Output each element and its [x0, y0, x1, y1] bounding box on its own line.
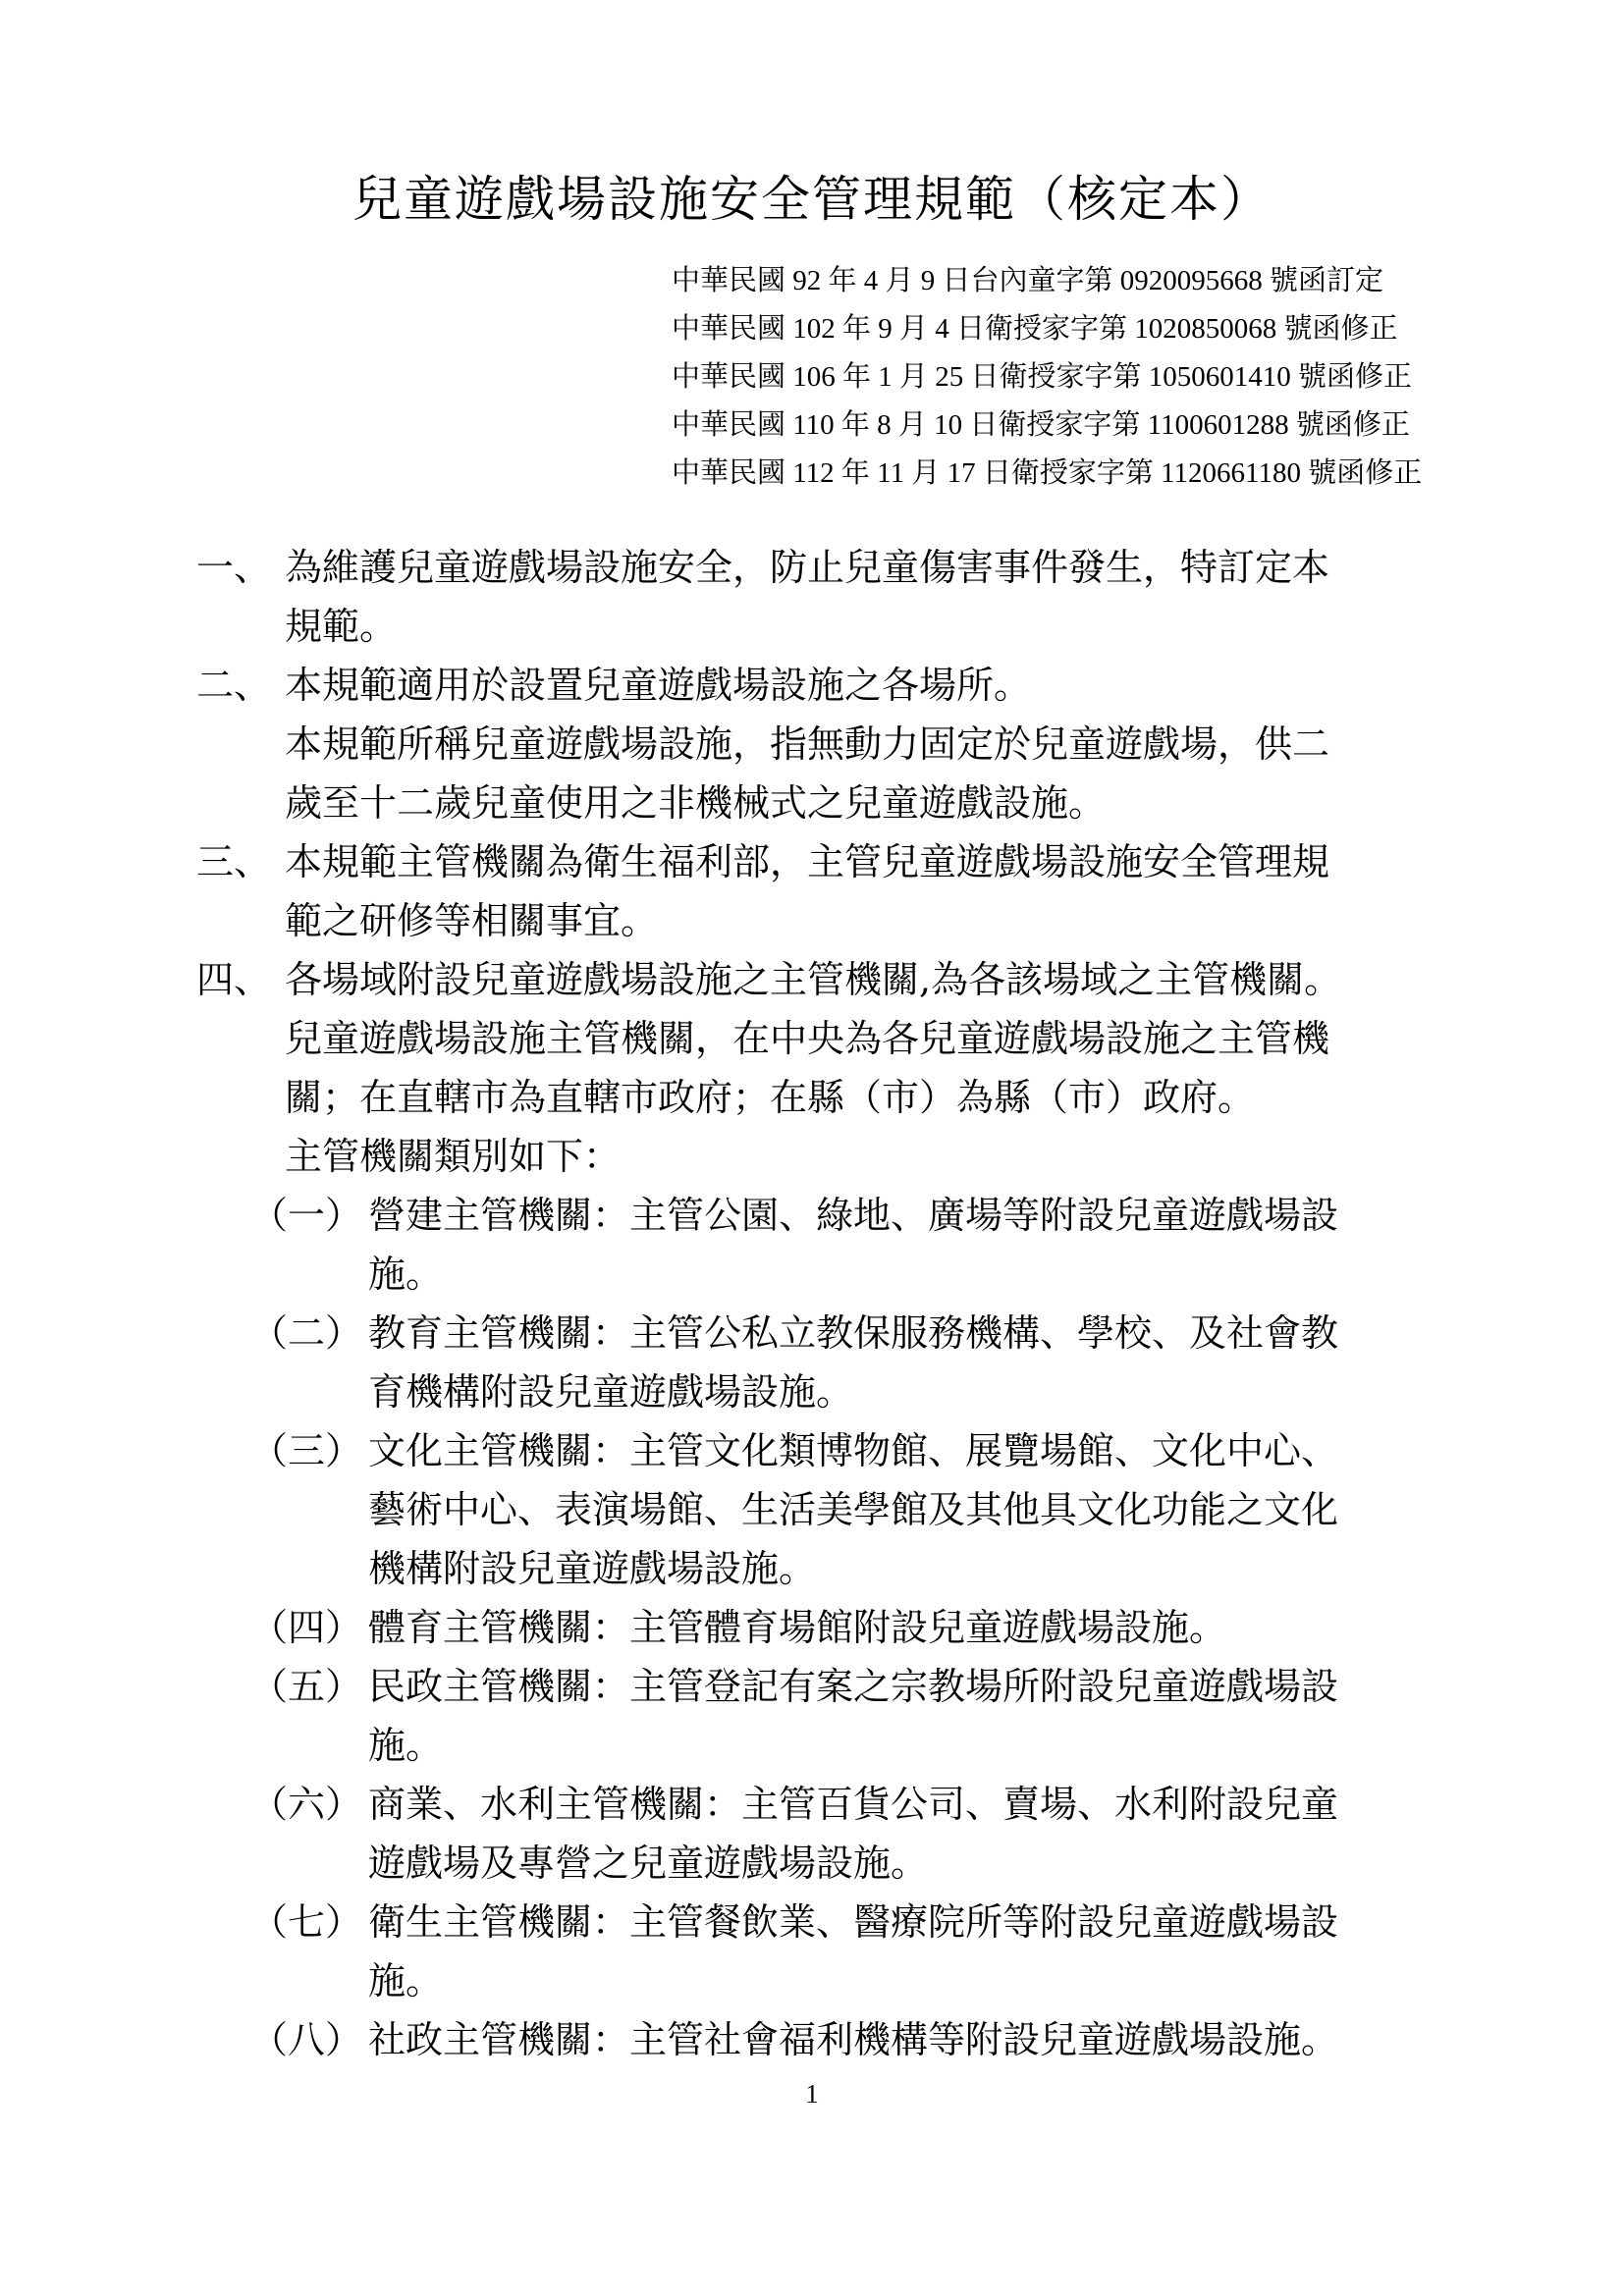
amendment-line: 中華民國 102 年 9 月 4 日衛授家字第 1020850068 號函修正 — [672, 313, 1398, 345]
article-number: 一、 — [196, 546, 272, 589]
list-item-text-line: 藝術中心、表演場館、生活美學館及其他具文化功能之文化 — [368, 1488, 1339, 1531]
list-item-text-line: 民政主管機關：主管登記有案之宗教場所附設兒童遊戲場設 — [368, 1665, 1339, 1708]
article-number: 二、 — [196, 664, 272, 707]
paragraph-text-line: 關；在直轄市為直轄市政府；在縣（市）為縣（市）政府。 — [285, 1076, 1256, 1119]
article-text-line: 範之研修等相關事宜。 — [285, 899, 659, 942]
list-item-number: （五） — [250, 1665, 363, 1708]
paragraph-text-line: 歲至十二歲兒童使用之非機械式之兒童遊戲設施。 — [285, 781, 1107, 825]
paragraph-text-line: 兒童遊戲場設施主管機關，在中央為各兒童遊戲場設施之主管機 — [285, 1017, 1330, 1060]
list-item — [196, 1893, 1502, 2010]
list-item-number: （六） — [250, 1783, 363, 1826]
document-title: 兒童遊戲場設施安全管理規範（核定本） — [352, 171, 1272, 228]
article-text-line: 本規範主管機關為衛生福利部，主管兒童遊戲場設施安全管理規 — [285, 840, 1330, 883]
list-item-number: （四） — [250, 1606, 363, 1649]
article-text-line: 規範。 — [285, 605, 398, 648]
article — [196, 538, 1502, 656]
list-item — [196, 1304, 1502, 1421]
list-item — [196, 2010, 1502, 2069]
article-text-line: 本規範適用於設置兒童遊戲場設施之各場所。 — [285, 664, 1032, 707]
list-item — [196, 1775, 1502, 1893]
article-text-line: 為維護兒童遊戲場設施安全，防止兒童傷害事件發生，特訂定本 — [285, 546, 1330, 589]
list-item-text-line: 教育主管機關：主管公私立教保服務機構、學校、及社會教 — [368, 1311, 1339, 1355]
list-item-text-line: 體育主管機關：主管體育場館附設兒童遊戲場設施。 — [368, 1606, 1227, 1649]
paragraph-text-line: 主管機關類別如下： — [285, 1135, 622, 1178]
article-paragraph — [196, 1009, 1502, 1127]
list-item-number: （一） — [250, 1194, 363, 1237]
article-paragraph — [196, 1127, 1502, 1186]
article-number: 四、 — [196, 958, 272, 1001]
article — [196, 656, 1502, 715]
list-item — [196, 1657, 1502, 1775]
article — [196, 950, 1502, 1009]
article — [196, 832, 1502, 950]
list-item-number: （八） — [250, 2018, 363, 2061]
amendment-line: 中華民國 92 年 4 月 9 日台內童字第 0920095668 號函訂定 — [672, 265, 1384, 296]
list-item — [196, 1421, 1502, 1598]
article-paragraph — [196, 715, 1502, 832]
list-item-text-line: 商業、水利主管機關：主管百貨公司、賣場、水利附設兒童 — [368, 1783, 1339, 1826]
list-item-text-line: 文化主管機關：主管文化類博物館、展覽場館、文化中心、 — [368, 1429, 1339, 1472]
amendment-line: 中華民國 106 年 1 月 25 日衛授家字第 1050601410 號函修正 — [672, 361, 1413, 393]
list-item-text-line: 施。 — [368, 1959, 444, 2002]
document-body — [196, 538, 1502, 2069]
list-item-number: （二） — [250, 1311, 363, 1355]
list-item-text-line: 施。 — [368, 1253, 444, 1296]
article-number: 三、 — [196, 840, 272, 883]
list-item — [196, 1598, 1502, 1657]
amendment-history — [672, 257, 1422, 498]
list-item-text-line: 社政主管機關：主管社會福利機構等附設兒童遊戲場設施。 — [368, 2018, 1339, 2061]
list-item-text-line: 施。 — [368, 1724, 444, 1767]
list-item — [196, 1186, 1502, 1304]
list-item-number: （七） — [250, 1900, 363, 1944]
list-item-text-line: 機構附設兒童遊戲場設施。 — [368, 1547, 817, 1590]
page-number: 1 — [805, 2079, 819, 2109]
list-item-text-line: 遊戲場及專營之兒童遊戲場設施。 — [368, 1842, 929, 1885]
amendment-line: 中華民國 112 年 11 月 17 日衛授家字第 1120661180 號函修正 — [672, 457, 1423, 489]
list-item-text-line: 育機構附設兒童遊戲場設施。 — [368, 1370, 854, 1414]
paragraph-text-line: 本規範所稱兒童遊戲場設施，指無動力固定於兒童遊戲場，供二 — [285, 722, 1330, 766]
article-text-line: 各場域附設兒童遊戲場設施之主管機關,為各該場域之主管機關。 — [285, 958, 1342, 1001]
list-item-text-line: 衛生主管機關：主管餐飲業、醫療院所等附設兒童遊戲場設 — [368, 1900, 1339, 1944]
list-item-number: （三） — [250, 1429, 363, 1472]
amendment-line: 中華民國 110 年 8 月 10 日衛授家字第 1100601288 號函修正 — [672, 409, 1410, 441]
list-item-text-line: 營建主管機關：主管公園、綠地、廣場等附設兒童遊戲場設 — [368, 1194, 1339, 1237]
